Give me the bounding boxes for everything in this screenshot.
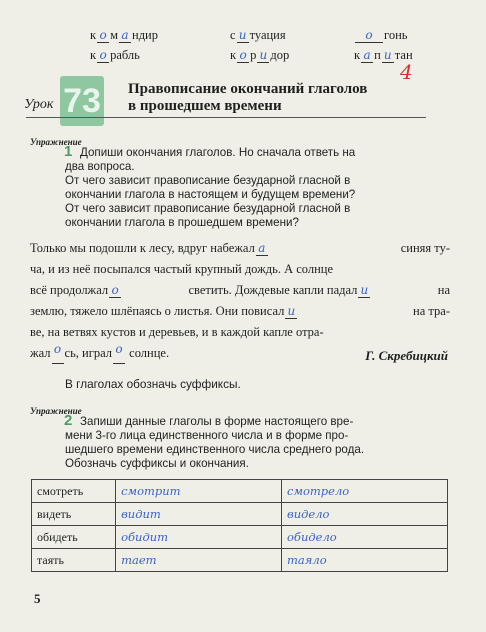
exercise-2-instructions [80,415,452,429]
table-row [32,503,448,526]
story-line-2: ча, и из неё посыпался частый крупный дождь. А солнце [30,262,334,276]
word-row-1 [90,28,470,46]
past-form-cell[interactable]: обидело [282,526,448,549]
exercise-2-number: 2 [64,412,73,429]
story-line-1: Только мы подошли к лесу, вдруг набежал а синяя ту- [30,241,450,255]
table-row [32,526,448,549]
present-form-cell[interactable]: тает [116,549,282,572]
exercise-1-number: 1 [64,143,73,160]
lesson-label: Урок [24,97,54,112]
story-line-4: землю, тяжело шлёпаясь о листья. Они повисал и на тра- [30,304,450,318]
ex2-line: Обозначь суффиксы и окончания. [65,457,249,470]
verb-cell: обидеть [32,526,116,549]
ex1-line: От чего зависит правописание безударной гласной в [65,202,351,215]
exercise-2-instructions-cont [65,429,450,471]
word-koridor: к о р и дор [230,48,290,62]
ex2-line: шедшего времени единственного числа среднего рода. [65,443,365,456]
table-row [32,480,448,503]
table-row [32,549,448,572]
suffix-task: В глаголах обозначь суффиксы. [65,377,241,391]
exercise-2-label: Упражнение [30,406,82,416]
word-korabl: к о рабль [90,48,140,62]
ex2-line: Запиши данные глаголы в форме настоящего вре- [80,415,354,428]
ex1-line: два вопроса. [65,160,135,173]
story-text [30,238,450,364]
lesson-title [128,81,418,115]
page-number: 5 [34,591,41,606]
lesson-number-badge: 73 [60,76,104,126]
past-form-cell[interactable]: таяло [282,549,448,572]
past-form-cell[interactable]: смотрело [282,480,448,503]
verb-cell: смотреть [32,480,116,503]
present-form-cell[interactable]: смотрит [116,480,282,503]
word-komandir: к о м а ндир [90,28,158,42]
verb-cell: таять [32,549,116,572]
present-form-cell[interactable]: видит [116,503,282,526]
past-form-cell[interactable]: видело [282,503,448,526]
verb-forms-table [31,479,448,572]
ex1-line: окончании глагола в настоящем и будущем времени? [65,188,356,201]
word-kapitan: к а п и тан [354,48,413,62]
exercise-1-questions [65,160,450,230]
verb-cell: видеть [32,503,116,526]
word-ogon: о гонь [354,28,407,43]
exercise-1-label: Упражнение [30,137,82,147]
lesson-title-line-2: в прошедшем времени [128,98,282,114]
story-line-5: ве, на ветвях кустов и деревьев, и в каждой капле отра- [30,325,324,339]
lesson-title-line-1: Правописание окончаний глаголов [128,81,368,97]
exercise-1-instructions [80,146,452,160]
story-author: Г. Скребицкий [365,348,448,363]
story-line-3: всё продолжал о светить. Дождевые капли падал и на [30,283,450,297]
ex2-line: мени 3-го лица единственного числа и в форме про- [65,429,349,442]
word-situatsiya: с и туация [230,28,286,42]
word-row-2 [90,48,470,66]
story-line-6: жал о сь, играл о солнце. [30,343,450,364]
ex1-line: От чего зависит правописание безударной гласной в [65,174,351,187]
present-form-cell[interactable]: обидит [116,526,282,549]
ex1-line: окончании глагола в прошедшем времени? [65,216,299,229]
title-divider [26,117,426,118]
teacher-grade: 4 [400,60,413,84]
ex1-line: Допиши окончания глаголов. Но сначала ответь на [80,146,356,159]
